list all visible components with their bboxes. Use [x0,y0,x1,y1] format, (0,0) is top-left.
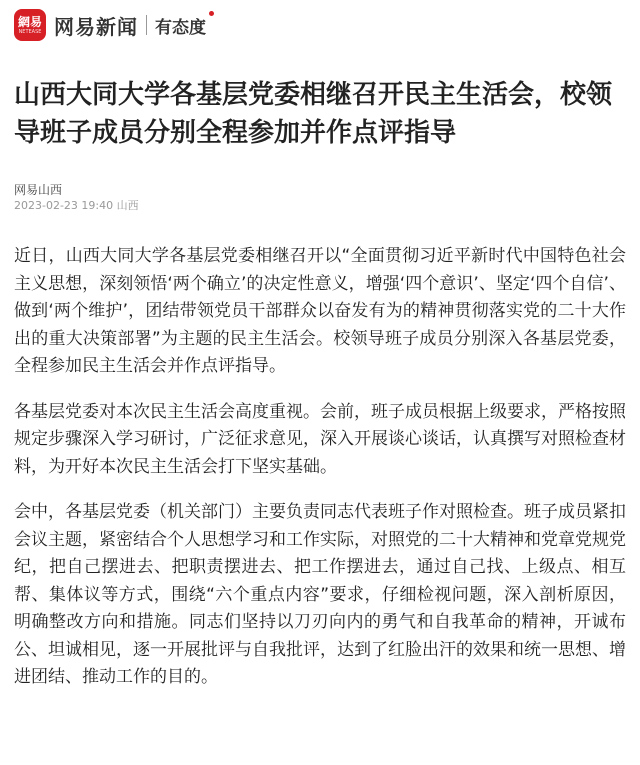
brand-name[interactable]: 网易新闻 [54,14,138,39]
brand-slogan [155,13,206,38]
article-paragraph: 近日，山西大同大学各基层党委相继召开以“全面贯彻习近平新时代中国特色社会主义思想，深刻领悟‘两个确立’的决定性意义，增强‘四个意识’、坚定‘四个自信’、做到‘两个维护’，团结带领党员干部群众以奋发有为的精神贯彻落实党的二十大作出的重大决策部署”为主题的民主生活会。校领导班子成员分别深入各基层党委，全程参加民主生活会并作点评指导。 [14,246,626,376]
article-datetime: 2023-02-23 19:40 山西 [14,199,139,212]
brand-dot-icon [209,11,214,16]
article-source[interactable]: 网易山西 [14,183,63,197]
netease-logo[interactable] [14,9,46,41]
logo-text: 網易 [17,14,42,29]
brand-slogan-text: 有态度 [155,17,206,38]
article-paragraph: 各基层党委对本次民主生活会高度重视。会前，班子成员根据上级要求，严格按照规定步骤深入学习研讨，广泛征求意见，深入开展谈心谈话，认真撰写对照检查材料，为开好本次民主生活会打下坚实基础。 [14,401,626,477]
article-paragraph: 会中，各基层党委（机关部门）主要负责同志代表班子作对照检查。班子成员紧扣会议主题，紧密结合个人思想学习和工作实际，对照党的二十大精神和党章党规党纪，把自己摆进去、把职责摆进去、把工作摆进去，通过自己找、上级点、相互帮、集体议等方式，围绕“六个重点内容”要求，仔细检视问题，深入剖析原因，明确整改方向和措施。同志们坚持以刀刃向内的勇气和自我革命的精神，开诚布公、坦诚相见，逐一开展批评与自我批评，达到了红脸出汗的效果和统一思想、增进团结、推动工作的目的。 [14,502,626,687]
article-title: 山西大同大学各基层党委相继召开民主生活会，校领导班子成员分别全程参加并作点评指导 [14,80,613,148]
app-header [0,0,640,50]
logo-subtext: NETEASE [18,28,42,35]
brand-divider [146,15,147,35]
article-meta [14,182,626,213]
article-body [14,243,626,692]
